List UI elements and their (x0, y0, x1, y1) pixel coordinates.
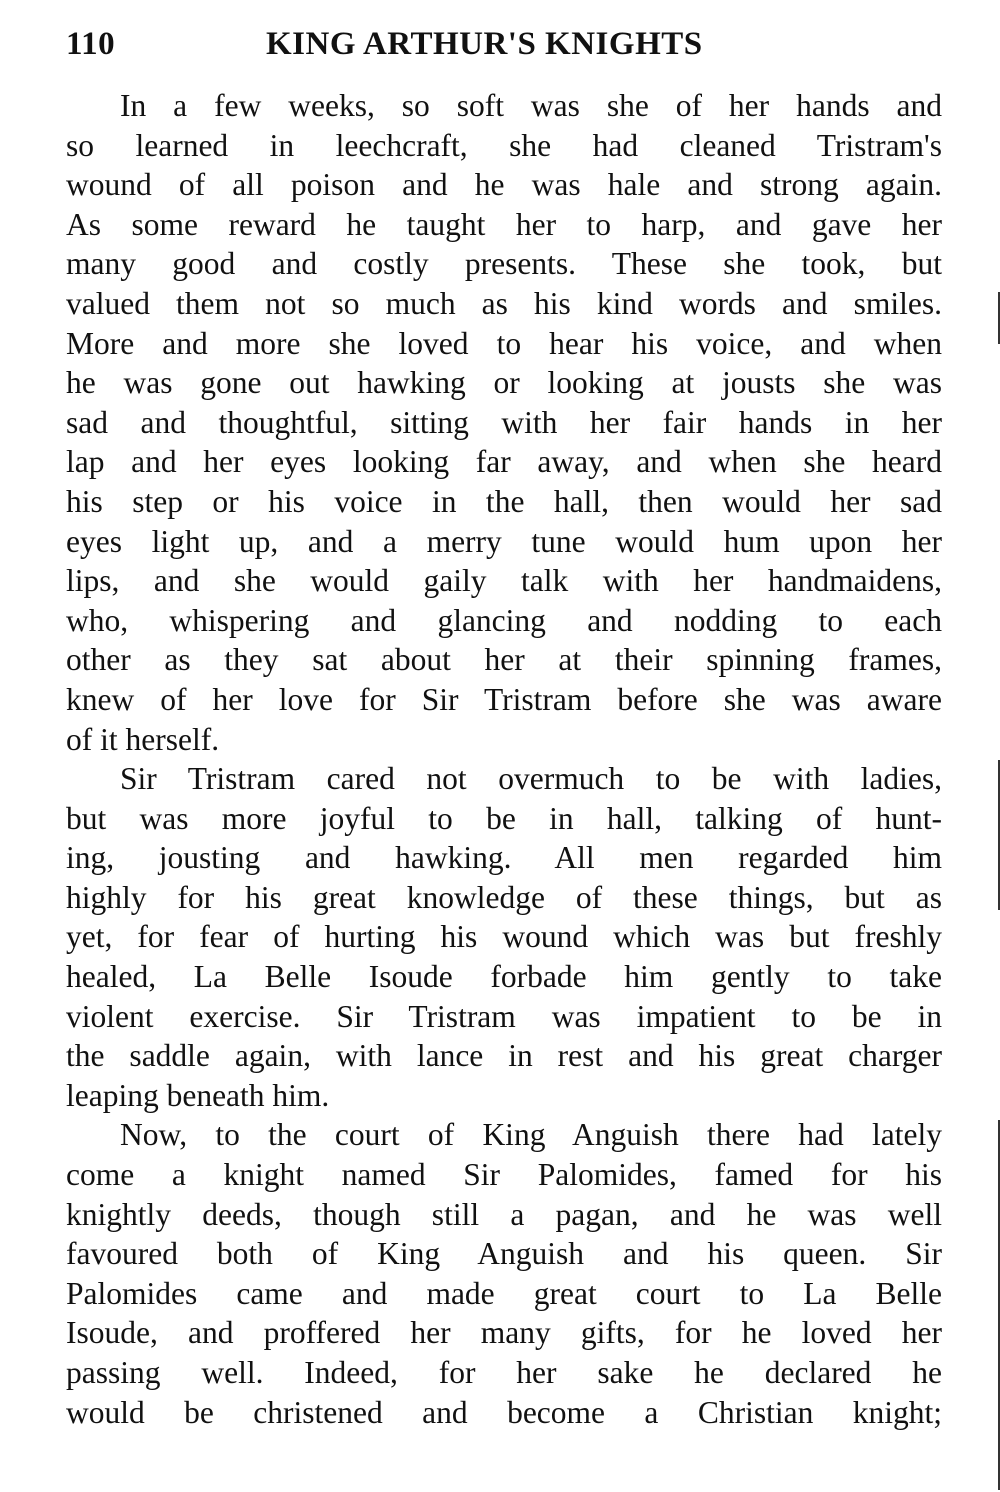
text-line: Sir Tristram cared not overmuch to be with ladies, (120, 761, 942, 797)
body-text (66, 86, 942, 1432)
text-line: come a knight named Sir Palomides, famed for his (66, 1157, 942, 1193)
text-line: Now, to the court of King Anguish there had lately (120, 1117, 942, 1153)
text-line: Palomides came and made great court to La Belle (66, 1275, 942, 1311)
text-line: lap and her eyes looking far away, and when she heard (66, 444, 942, 480)
text-line: his step or his voice in the hall, then would her sad (66, 483, 942, 519)
text-line: ing, jousting and hawking. All men regarded him (66, 840, 942, 876)
text-line: sad and thoughtful, sitting with her fair hands in her (66, 404, 942, 440)
text-line: violent exercise. Sir Tristram was impatient to be in (66, 998, 942, 1034)
text-line: but was more joyful to be in hall, talking of hunt- (66, 800, 942, 836)
text-line: many good and costly presents. These she took, but (66, 246, 942, 282)
text-line: so learned in leechcraft, she had cleaned Tristram's (66, 127, 942, 163)
text-line: other as they sat about her at their spinning frames, (66, 642, 942, 678)
text-line: knightly deeds, though still a pagan, and he was well (66, 1196, 942, 1232)
text-line: In a few weeks, so soft was she of her hands and (120, 88, 942, 123)
text-line: the saddle again, with lance in rest and his great charger (66, 1038, 942, 1074)
text-line: who, whispering and glancing and nodding to each (66, 602, 942, 638)
text-line: yet, for fear of hurting his wound which was but freshly (66, 919, 942, 955)
text-line: healed, La Belle Isoude forbade him gently to take (66, 959, 942, 995)
text-line: lips, and she would gaily talk with her handmaidens, (66, 563, 942, 599)
text-line: Isoude, and proffered her many gifts, for he loved her (66, 1315, 942, 1351)
text-line: wound of all poison and he was hale and strong again. (66, 167, 942, 203)
text-line: As some reward he taught her to harp, and gave her (66, 206, 942, 242)
text-line: valued them not so much as his kind words and smiles. (66, 285, 942, 321)
text-line: favoured both of King Anguish and his queen. Sir (66, 1236, 942, 1272)
book-title: KING ARTHUR'S KNIGHTS (266, 26, 703, 62)
text-line: would be christened and become a Christian knight; (66, 1394, 942, 1430)
text-line: leaping beneath him. (66, 1077, 330, 1113)
text-line: highly for his great knowledge of these things, but as (66, 879, 942, 915)
text-line: passing well. Indeed, for her sake he declared he (66, 1355, 942, 1390)
running-head (66, 26, 766, 70)
text-line: of it herself. (66, 721, 220, 757)
page-number: 110 (66, 26, 116, 62)
text-line: he was gone out hawking or looking at jousts she was (66, 365, 942, 401)
text-line: More and more she loved to hear his voice, and when (66, 325, 942, 361)
text-line: eyes light up, and a merry tune would hum upon her (66, 523, 942, 559)
text-line: knew of her love for Sir Tristram before she was aware (66, 681, 942, 717)
